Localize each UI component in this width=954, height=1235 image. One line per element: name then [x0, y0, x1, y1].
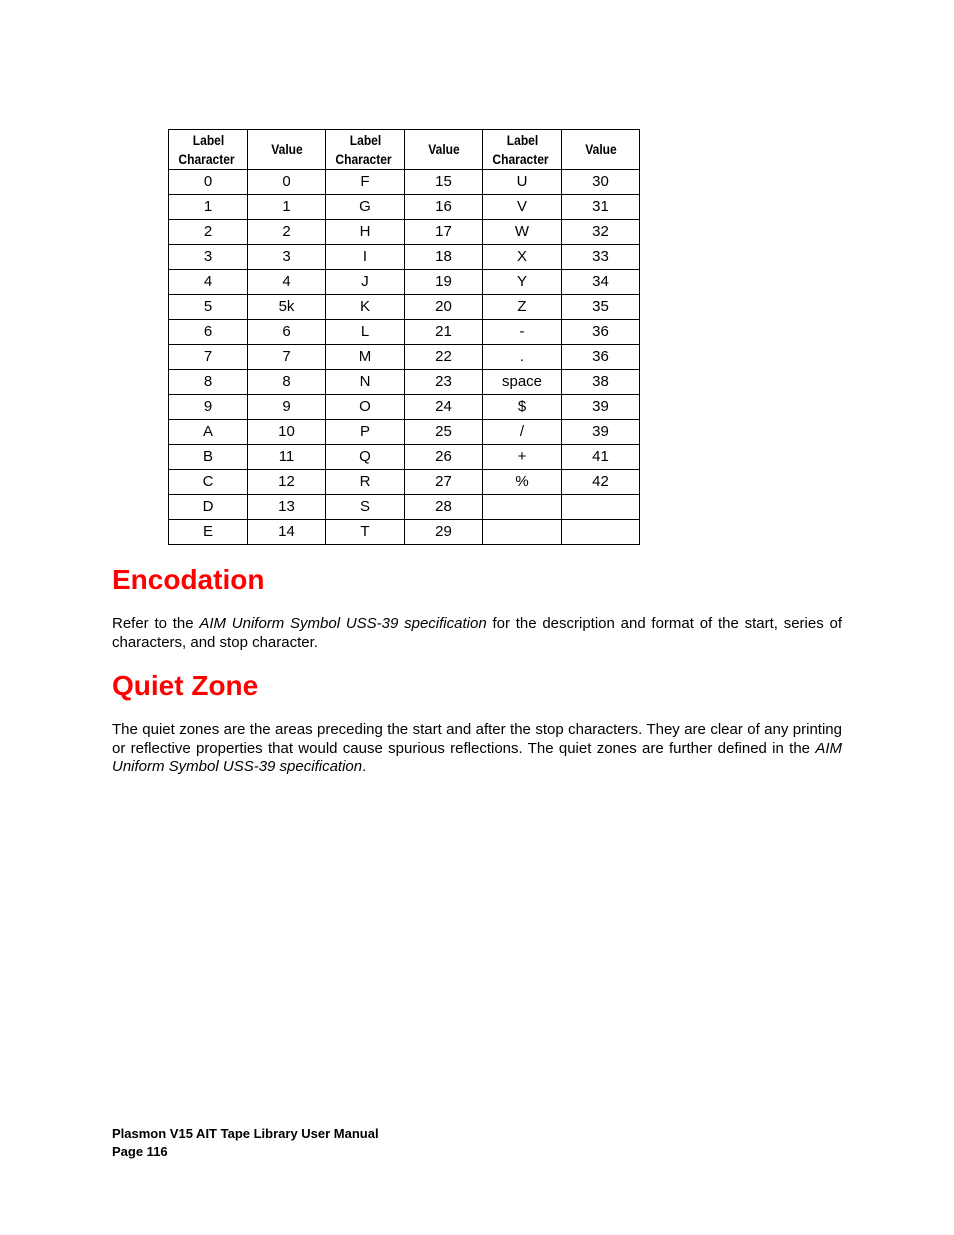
- table-cell: 28: [405, 495, 483, 520]
- table-cell: 29: [405, 520, 483, 545]
- table-cell: D: [169, 495, 248, 520]
- table-cell: 5k: [248, 295, 326, 320]
- table-cell: 23: [405, 370, 483, 395]
- quiet-zone-text-before: The quiet zones are the areas preceding the start and after the stop characters. They are clear of any printing or reflective properties that would cause spurious reflections. The quiet zones are further defined in the: [112, 721, 842, 757]
- table-cell: 31: [562, 195, 640, 220]
- table-row: [169, 445, 640, 470]
- table-cell: 24: [405, 395, 483, 420]
- table-cell: $: [483, 395, 562, 420]
- table-cell: 20: [405, 295, 483, 320]
- header-label-char-line2: Character: [491, 150, 549, 167]
- header-label-char: Label: [349, 131, 381, 148]
- column-header: [174, 130, 242, 170]
- table-cell: I: [326, 245, 405, 270]
- table-cell: 30: [562, 170, 640, 195]
- table-cell: 1: [169, 195, 248, 220]
- table-cell: Z: [483, 295, 562, 320]
- table-cell: +: [483, 445, 562, 470]
- column-header: [488, 130, 556, 170]
- table-cell: 6: [248, 320, 326, 345]
- header-label-char: Label: [506, 131, 538, 148]
- table-row: [169, 370, 640, 395]
- table-row: [169, 220, 640, 245]
- table-cell: 9: [248, 395, 326, 420]
- table-cell: B: [169, 445, 248, 470]
- table-cell: H: [326, 220, 405, 245]
- table-cell: 39: [562, 420, 640, 445]
- table-cell: U: [483, 170, 562, 195]
- table-cell: 38: [562, 370, 640, 395]
- table-cell: A: [169, 420, 248, 445]
- table-cell: 0: [248, 170, 326, 195]
- table-cell: -: [483, 320, 562, 345]
- table-cell: 12: [248, 470, 326, 495]
- table-cell: 7: [248, 345, 326, 370]
- column-header: [331, 130, 399, 170]
- table-cell: 25: [405, 420, 483, 445]
- table-cell: 4: [248, 270, 326, 295]
- table-header-row: [169, 130, 640, 170]
- header-label-char-line2: Character: [177, 150, 235, 167]
- table-cell: Q: [326, 445, 405, 470]
- table-cell: C: [169, 470, 248, 495]
- table-cell: 15: [405, 170, 483, 195]
- table-cell: O: [326, 395, 405, 420]
- table-cell: S: [326, 495, 405, 520]
- column-header: Value: [567, 130, 634, 170]
- table-cell: 35: [562, 295, 640, 320]
- table-cell: X: [483, 245, 562, 270]
- table-cell: 42: [562, 470, 640, 495]
- column-header: Value: [253, 130, 320, 170]
- table-cell: 17: [405, 220, 483, 245]
- table-cell: 8: [248, 370, 326, 395]
- table-cell: 11: [248, 445, 326, 470]
- table-cell: E: [169, 520, 248, 545]
- table-cell: 33: [562, 245, 640, 270]
- table-cell: W: [483, 220, 562, 245]
- table-cell: 34: [562, 270, 640, 295]
- table-cell: 27: [405, 470, 483, 495]
- table-cell: 9: [169, 395, 248, 420]
- table-row: [169, 395, 640, 420]
- table-cell: 18: [405, 245, 483, 270]
- table-cell: 4: [169, 270, 248, 295]
- table-cell: [483, 520, 562, 545]
- table-cell: .: [483, 345, 562, 370]
- table-cell: 39: [562, 395, 640, 420]
- table-cell: 6: [169, 320, 248, 345]
- table-cell: 2: [169, 220, 248, 245]
- table-cell: [483, 495, 562, 520]
- footer-page-number: Page 116: [112, 1144, 168, 1159]
- table-cell: 8: [169, 370, 248, 395]
- table-row: [169, 170, 640, 195]
- table-cell: 22: [405, 345, 483, 370]
- table-cell: 1: [248, 195, 326, 220]
- table-cell: V: [483, 195, 562, 220]
- table-cell: 14: [248, 520, 326, 545]
- table-row: [169, 470, 640, 495]
- quiet-zone-heading: Quiet Zone: [112, 670, 259, 701]
- table-row: [169, 195, 640, 220]
- table-cell: 0: [169, 170, 248, 195]
- table-cell: 41: [562, 445, 640, 470]
- table-cell: 10: [248, 420, 326, 445]
- table-cell: J: [326, 270, 405, 295]
- table-row: [169, 495, 640, 520]
- table-cell: 21: [405, 320, 483, 345]
- encodation-paragraph: [112, 615, 842, 652]
- table-cell: 36: [562, 320, 640, 345]
- table-cell: M: [326, 345, 405, 370]
- table-row: [169, 320, 640, 345]
- encodation-spec-reference: AIM Uniform Symbol USS-39 specification: [199, 615, 487, 632]
- table-row: [169, 420, 640, 445]
- column-header: Value: [410, 130, 477, 170]
- table-cell: 5: [169, 295, 248, 320]
- table-cell: F: [326, 170, 405, 195]
- footer-manual-title: Plasmon V15 AIT Tape Library User Manual: [112, 1126, 379, 1141]
- table-cell: Y: [483, 270, 562, 295]
- table-cell: 32: [562, 220, 640, 245]
- table-cell: T: [326, 520, 405, 545]
- table-cell: space: [483, 370, 562, 395]
- table-cell: 13: [248, 495, 326, 520]
- table-body: [169, 170, 640, 545]
- table-cell: G: [326, 195, 405, 220]
- encodation-text-before: Refer to the: [112, 615, 200, 632]
- header-label-char: Label: [192, 131, 224, 148]
- footer: [112, 1125, 379, 1161]
- table-row: [169, 295, 640, 320]
- character-value-table: [168, 129, 640, 545]
- table-cell: L: [326, 320, 405, 345]
- table-cell: K: [326, 295, 405, 320]
- table-cell: 16: [405, 195, 483, 220]
- table-cell: N: [326, 370, 405, 395]
- encodation-heading: Encodation: [112, 564, 265, 595]
- table-row: [169, 270, 640, 295]
- table-cell: 3: [169, 245, 248, 270]
- table-cell: 7: [169, 345, 248, 370]
- table-cell: 19: [405, 270, 483, 295]
- table-cell: 26: [405, 445, 483, 470]
- table-row: [169, 345, 640, 370]
- header-label-char-line2: Character: [334, 150, 392, 167]
- table-cell: P: [326, 420, 405, 445]
- table-cell: 3: [248, 245, 326, 270]
- table-cell: 2: [248, 220, 326, 245]
- table-cell: /: [483, 420, 562, 445]
- table-cell: %: [483, 470, 562, 495]
- quiet-zone-text-after: .: [362, 758, 367, 775]
- table-cell: R: [326, 470, 405, 495]
- table-row: [169, 245, 640, 270]
- encodation-text-after: for the description and format of the start, series of characters, and stop character.: [112, 615, 842, 651]
- table-cell: 36: [562, 345, 640, 370]
- quiet-zone-paragraph: [112, 721, 842, 777]
- table-row: [169, 520, 640, 545]
- table-cell: [562, 520, 640, 545]
- table-cell: [562, 495, 640, 520]
- quiet-zone-spec-reference: AIM Uniform Symbol USS-39 specification: [112, 739, 842, 775]
